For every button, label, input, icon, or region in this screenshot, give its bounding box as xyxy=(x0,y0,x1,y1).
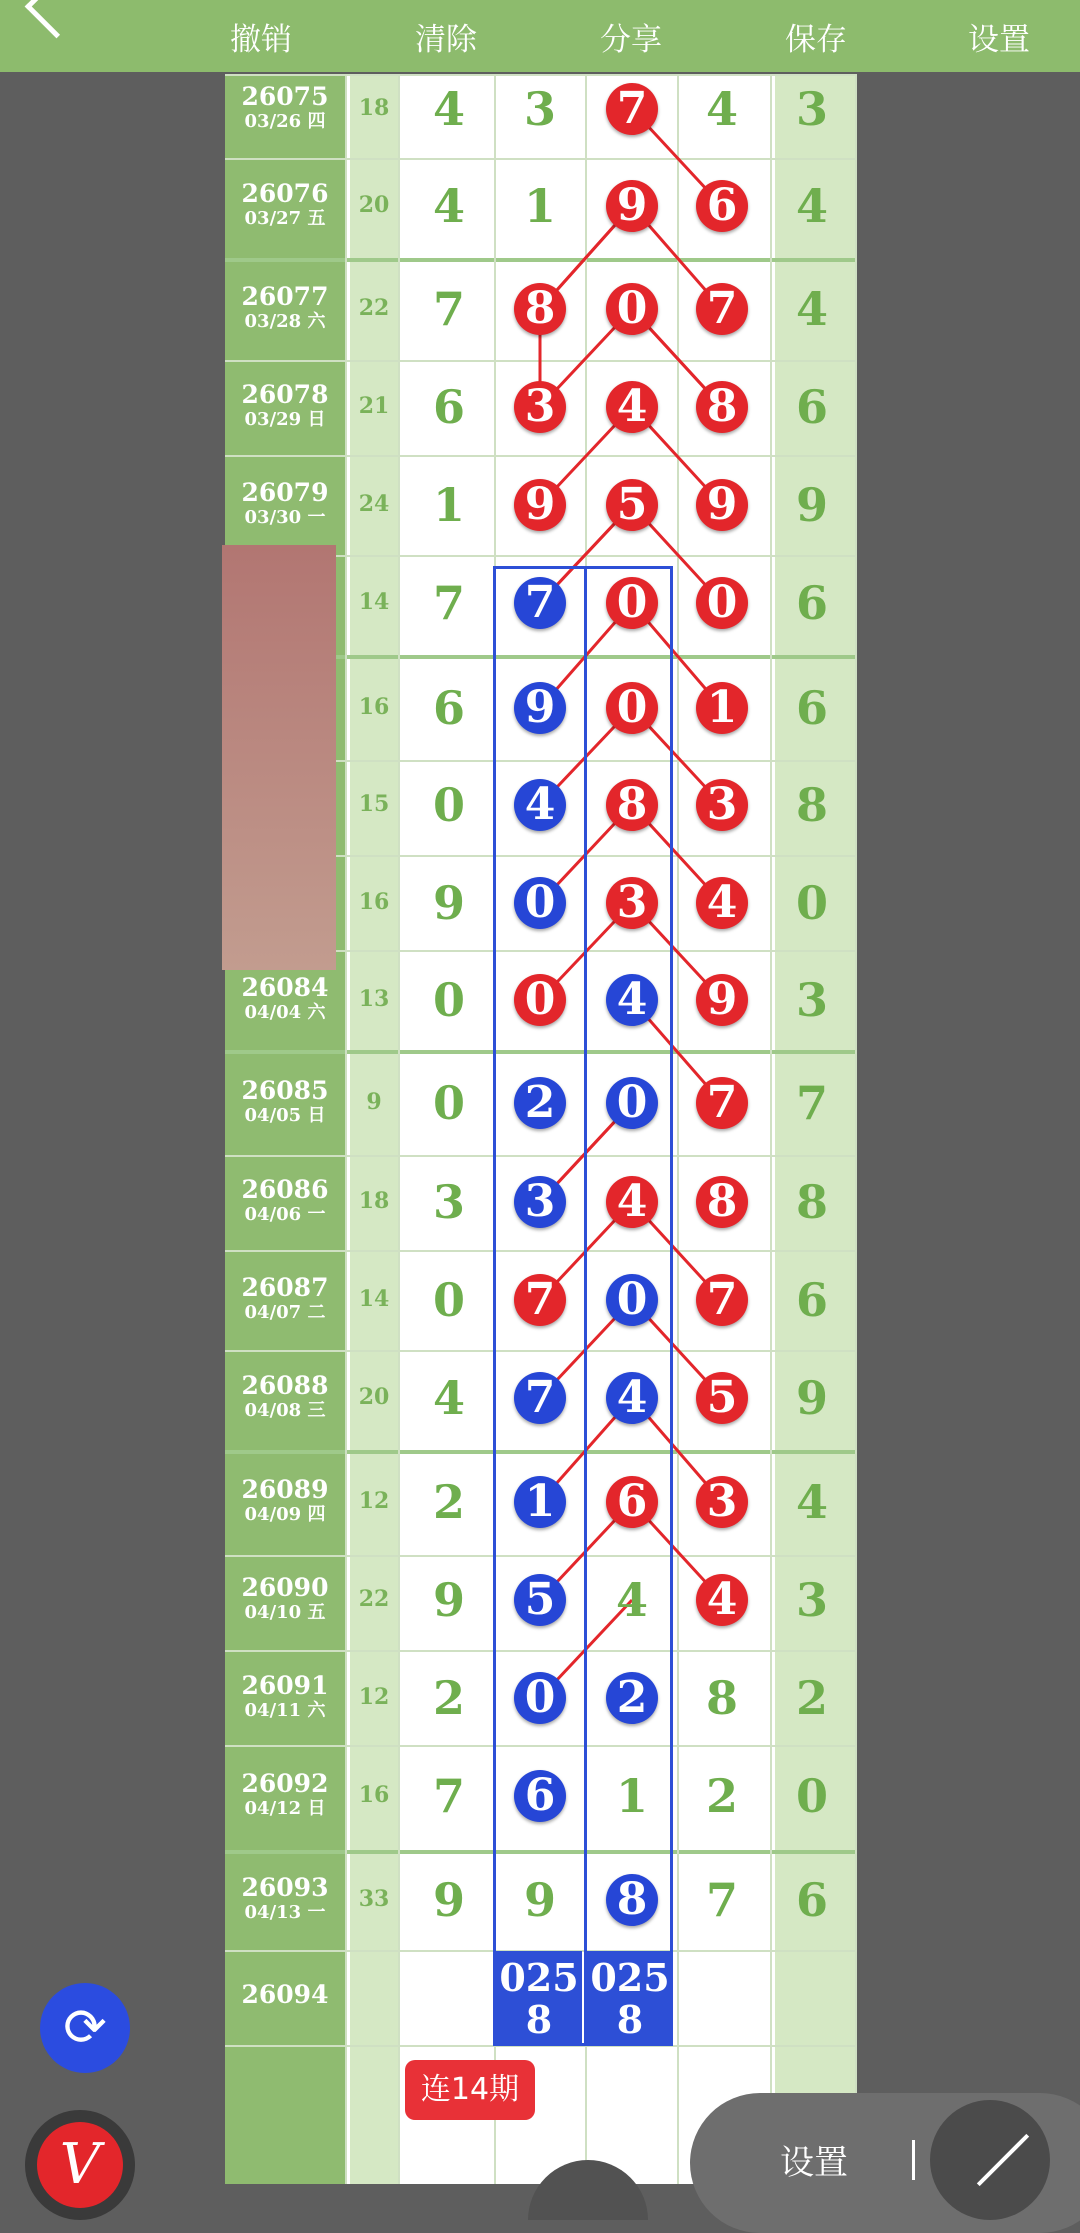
digit-cell: 1 xyxy=(615,1769,648,1823)
digit-cell: 6 xyxy=(432,380,465,434)
period-number: 26078 xyxy=(241,380,329,409)
digit-cell: 9 xyxy=(432,1873,465,1927)
sum-value: 18 xyxy=(358,1188,390,1214)
undo-button[interactable]: 撤销 xyxy=(230,22,292,58)
prediction-text: 025 xyxy=(499,1955,579,2000)
period-date: 04/13 一 xyxy=(244,1902,326,1923)
digit-cell: 7 xyxy=(705,1873,738,1927)
period-number: 26089 xyxy=(241,1475,329,1504)
period-number: 26092 xyxy=(241,1769,329,1798)
digit-cell: 8 xyxy=(795,1175,828,1229)
digit-cell: 0 xyxy=(432,778,465,832)
number-ball: 0 xyxy=(606,682,658,734)
sum-value: 24 xyxy=(358,491,390,517)
period-number: 26093 xyxy=(241,1873,329,1902)
number-ball: 7 xyxy=(514,1372,566,1424)
sum-value: 15 xyxy=(358,791,390,817)
period-date: 04/09 四 xyxy=(244,1504,326,1525)
digit-cell: 9 xyxy=(432,876,465,930)
period-cell xyxy=(225,974,345,1024)
period-number: 26075 xyxy=(241,82,329,111)
number-ball: 4 xyxy=(696,877,748,929)
period-cell xyxy=(225,1574,345,1624)
digit-cell: 2 xyxy=(432,1671,465,1725)
digit-cell: 7 xyxy=(432,282,465,336)
number-ball: 7 xyxy=(696,283,748,335)
number-ball: 5 xyxy=(514,1574,566,1626)
digit-cell: 4 xyxy=(705,82,738,136)
refresh-icon: ⟳ xyxy=(63,1998,107,2058)
sum-value: 16 xyxy=(358,694,390,720)
number-ball: 2 xyxy=(514,1077,566,1129)
digit-cell: 3 xyxy=(432,1175,465,1229)
period-number: 26090 xyxy=(241,1573,329,1602)
period-date: 03/26 四 xyxy=(244,111,326,132)
digit-cell: 4 xyxy=(795,179,828,233)
number-ball: 4 xyxy=(606,381,658,433)
number-ball: 3 xyxy=(514,1176,566,1228)
period-cell xyxy=(225,283,345,333)
v-logo-icon: V xyxy=(37,2122,123,2208)
number-ball: 9 xyxy=(696,974,748,1026)
digit-cell: 7 xyxy=(432,1769,465,1823)
period-number: 26094 xyxy=(241,1980,329,2009)
number-ball: 6 xyxy=(696,180,748,232)
period-number: 26076 xyxy=(241,179,329,208)
number-ball: 7 xyxy=(696,1274,748,1326)
digit-cell: 4 xyxy=(432,1371,465,1425)
digit-cell: 3 xyxy=(523,82,556,136)
settings-button[interactable]: 设置 xyxy=(968,22,1030,58)
number-ball: 6 xyxy=(514,1770,566,1822)
number-ball: 8 xyxy=(696,381,748,433)
number-ball: 0 xyxy=(514,1672,566,1724)
period-date: 03/28 六 xyxy=(244,311,326,332)
digit-cell: 4 xyxy=(432,179,465,233)
sum-value: 16 xyxy=(358,889,390,915)
digit-cell: 9 xyxy=(523,1873,556,1927)
period-cell xyxy=(225,83,345,133)
digit-cell: 1 xyxy=(432,478,465,532)
period-number: 26077 xyxy=(241,282,329,311)
number-ball: 3 xyxy=(696,779,748,831)
period-number: 26086 xyxy=(241,1175,329,1204)
number-ball: 9 xyxy=(606,180,658,232)
digit-cell: 9 xyxy=(432,1573,465,1627)
period-date: 03/30 一 xyxy=(244,507,326,528)
number-ball: 0 xyxy=(606,1077,658,1129)
period-cell xyxy=(225,1077,345,1127)
save-button[interactable]: 保存 xyxy=(785,22,847,58)
digit-cell: 4 xyxy=(432,82,465,136)
digit-cell: 3 xyxy=(795,973,828,1027)
refresh-button[interactable] xyxy=(40,1983,130,2073)
number-ball: 8 xyxy=(606,779,658,831)
digit-cell: 0 xyxy=(432,1273,465,1327)
digit-cell: 0 xyxy=(795,1769,828,1823)
sum-value: 14 xyxy=(358,589,390,615)
number-ball: 4 xyxy=(606,974,658,1026)
clear-button[interactable]: 清除 xyxy=(415,22,477,58)
period-number: 26085 xyxy=(241,1076,329,1105)
number-ball: 8 xyxy=(696,1176,748,1228)
digit-cell: 1 xyxy=(523,179,556,233)
sum-value: 33 xyxy=(358,1886,390,1912)
number-ball: 1 xyxy=(514,1476,566,1528)
prediction-text: 8 xyxy=(525,1997,553,2042)
number-ball: 4 xyxy=(514,779,566,831)
number-ball: 5 xyxy=(606,479,658,531)
sum-value: 20 xyxy=(358,1384,390,1410)
digit-cell: 4 xyxy=(795,282,828,336)
pill-settings-button[interactable]: 设置 xyxy=(780,2143,848,2183)
highlight-frame xyxy=(493,566,673,2046)
period-date: 03/27 五 xyxy=(244,208,326,229)
digit-cell: 2 xyxy=(432,1475,465,1529)
number-ball: 6 xyxy=(606,1476,658,1528)
number-ball: 2 xyxy=(606,1672,658,1724)
number-ball: 3 xyxy=(606,877,658,929)
v-logo-button[interactable] xyxy=(25,2110,135,2220)
number-ball: 3 xyxy=(696,1476,748,1528)
digit-cell: 6 xyxy=(795,576,828,630)
number-ball: 8 xyxy=(514,283,566,335)
digit-cell: 6 xyxy=(795,681,828,735)
number-ball: 7 xyxy=(606,83,658,135)
number-ball: 0 xyxy=(696,577,748,629)
pen-tool-button[interactable] xyxy=(930,2100,1050,2220)
digit-cell: 4 xyxy=(615,1573,648,1627)
number-ball: 4 xyxy=(696,1574,748,1626)
digit-cell: 0 xyxy=(795,876,828,930)
sum-value: 9 xyxy=(366,1089,382,1115)
number-ball: 8 xyxy=(606,1874,658,1926)
number-ball: 9 xyxy=(696,479,748,531)
number-ball: 3 xyxy=(514,381,566,433)
period-cell xyxy=(225,1874,345,1924)
period-date: 04/10 五 xyxy=(244,1602,326,1623)
prediction-text: 8 xyxy=(616,1997,644,2042)
sum-value: 21 xyxy=(358,393,390,419)
period-date: 04/06 一 xyxy=(244,1204,326,1225)
highlight-frame-divider xyxy=(584,566,587,2046)
digit-cell: 0 xyxy=(432,973,465,1027)
digit-cell: 6 xyxy=(795,1873,828,1927)
digit-cell: 6 xyxy=(432,681,465,735)
digit-cell: 9 xyxy=(795,478,828,532)
period-number: 26091 xyxy=(241,1671,329,1700)
digit-cell: 6 xyxy=(795,380,828,434)
period-cell xyxy=(225,1176,345,1226)
digit-cell: 3 xyxy=(795,82,828,136)
digit-cell: 2 xyxy=(795,1671,828,1725)
digit-cell: 8 xyxy=(795,778,828,832)
period-cell xyxy=(225,1274,345,1324)
sum-value: 18 xyxy=(358,95,390,121)
sum-value: 20 xyxy=(358,192,390,218)
period-cell xyxy=(225,479,345,529)
number-ball: 0 xyxy=(606,577,658,629)
period-date: 04/11 六 xyxy=(244,1700,326,1721)
period-cell xyxy=(225,1476,345,1526)
number-ball: 9 xyxy=(514,682,566,734)
sum-value: 12 xyxy=(358,1684,390,1710)
share-button[interactable]: 分享 xyxy=(600,22,662,58)
period-cell xyxy=(225,1672,345,1722)
digit-cell: 7 xyxy=(432,576,465,630)
period-number: 26087 xyxy=(241,1273,329,1302)
sum-value: 13 xyxy=(358,986,390,1012)
pill-separator xyxy=(912,2140,915,2180)
digit-cell: 6 xyxy=(795,1273,828,1327)
sum-value: 16 xyxy=(358,1782,390,1808)
digit-cell: 8 xyxy=(705,1671,738,1725)
sum-value: 22 xyxy=(358,295,390,321)
period-date: 04/04 六 xyxy=(244,1002,326,1023)
period-number: 26084 xyxy=(241,973,329,1002)
digit-cell: 4 xyxy=(795,1475,828,1529)
number-ball: 0 xyxy=(514,974,566,1026)
prediction-cell-2 xyxy=(587,1951,673,2046)
sum-value: 12 xyxy=(358,1488,390,1514)
number-ball: 7 xyxy=(514,577,566,629)
number-ball: 0 xyxy=(606,1274,658,1326)
period-cell xyxy=(225,1372,345,1422)
period-date: 04/07 二 xyxy=(244,1302,326,1323)
period-cell xyxy=(225,381,345,431)
period-date: 04/12 日 xyxy=(244,1798,326,1819)
period-date: 04/05 日 xyxy=(244,1105,326,1126)
period-number: 26088 xyxy=(241,1371,329,1400)
digit-cell: 2 xyxy=(705,1769,738,1823)
number-ball: 1 xyxy=(696,682,748,734)
period-cell xyxy=(225,1770,345,1820)
sum-value: 22 xyxy=(358,1586,390,1612)
digit-cell: 0 xyxy=(432,1076,465,1130)
number-ball: 4 xyxy=(606,1372,658,1424)
number-ball: 7 xyxy=(696,1077,748,1129)
number-ball: 0 xyxy=(514,877,566,929)
number-ball: 9 xyxy=(514,479,566,531)
period-cell xyxy=(225,180,345,230)
prediction-cell-1 xyxy=(496,1951,582,2046)
number-ball: 4 xyxy=(606,1176,658,1228)
period-number: 26079 xyxy=(241,478,329,507)
number-ball: 5 xyxy=(696,1372,748,1424)
period-date: 03/29 日 xyxy=(244,409,326,430)
streak-badge: 连14期 xyxy=(405,2060,535,2120)
prediction-text: 025 xyxy=(590,1955,670,2000)
digit-cell: 7 xyxy=(795,1076,828,1130)
period-cell xyxy=(225,1981,345,2009)
sum-value: 14 xyxy=(358,1286,390,1312)
digit-cell: 9 xyxy=(795,1371,828,1425)
digit-cell: 3 xyxy=(795,1573,828,1627)
number-ball: 0 xyxy=(606,283,658,335)
number-ball: 7 xyxy=(514,1274,566,1326)
period-date: 04/08 三 xyxy=(244,1400,326,1421)
